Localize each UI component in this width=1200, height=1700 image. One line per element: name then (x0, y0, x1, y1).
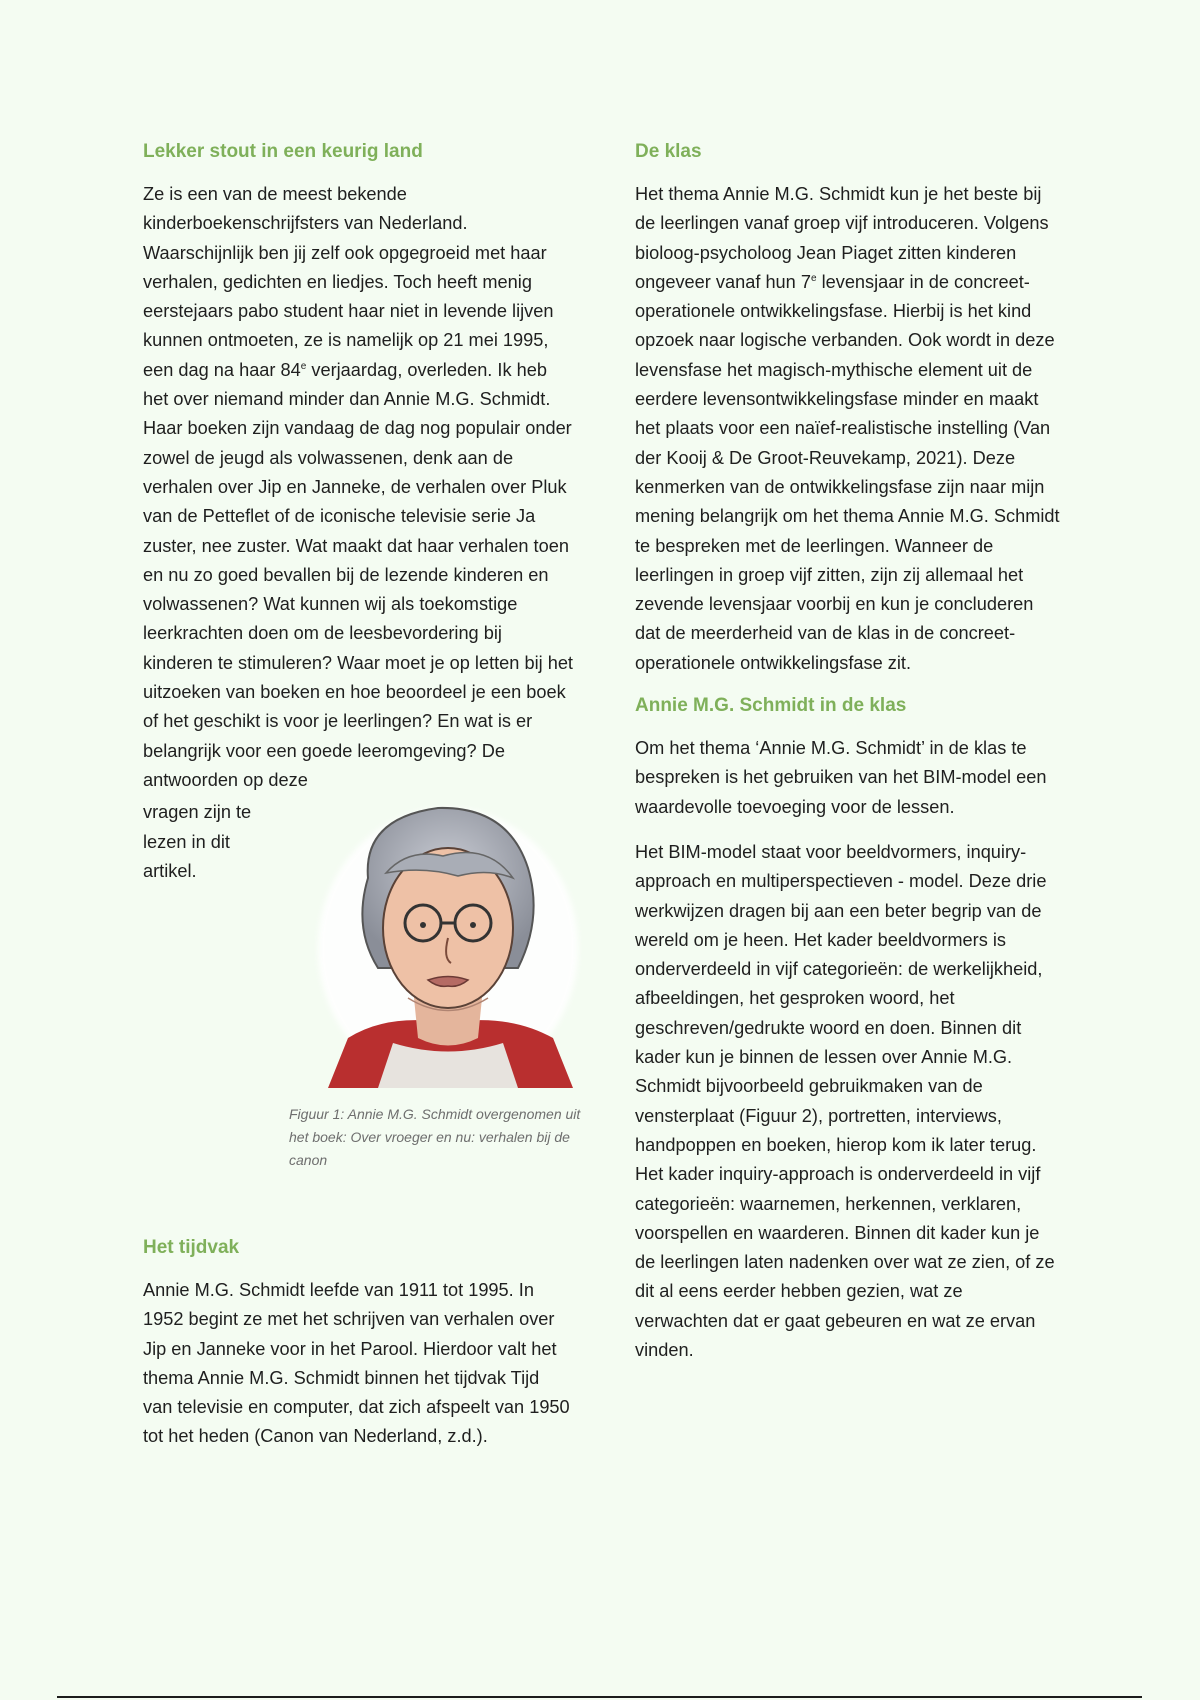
intro-text-cont: verjaardag, overleden. Ik heb het over niemand minder dan Annie M.G. Schmidt. Haar boeken zijn vandaag de dag nog populair onder zowel de jeugd als volwassenen, denk aan de verhalen over Jip en Janneke, de verhalen over Pluk van de Petteflet of de iconische televisie serie Ja zuster, nee zuster. Wat maakt dat haar verhalen toen en nu zo goed bevallen bij de lezende kinderen en volwassenen? Wat kunnen wij als toekomstige leerkrachten doen om de leesbevordering bij kinderen te stimuleren? Waar moet je op letten bij het uitzoeken van boeken en hoe beoordeel je een boek of het geschikt is voor je leerlingen? En wat is er belangrijk voor een goede leeromgeving? De antwoorden op deze (143, 359, 573, 790)
bim-model-paragraph: Het BIM-model staat voor beeldvormers, inquiry-approach en multiperspectieven - model. Deze drie werkwijzen dragen bij aan een beter begrip van de wereld om je heen. Het kader beeldvormers is onderverdeeld in vijf categorieën: de werkelijkheid, afbeeldingen, het gesproken woord, het geschreven/gedrukte woord en doen. Binnen dit kader kun je binnen de lessen over Annie M.G. Schmidt bijvoorbeeld gebruikmaken van de vensterplaat (Figuur 2), portretten, interviews, handpoppen en boeken, hierop kom ik later terug. (635, 841, 1047, 1155)
bottom-rule (57, 1696, 1142, 1698)
de-klas-text-cont: levensjaar in de concreet-operationele ontwikkelingsfase. Hierbij is het kind opzoek naar logische verbanden. Ook wordt in deze levensfase het magisch-mythische element uit de eerdere levensontwikkelingsfase minder en maakt het plaats voor een naïef-realistische instelling (Van der Kooij & De Groot-Reuvekamp, 2021). Deze kenmerken van de ontwikkelingsfase zijn naar mijn mening belangrijk om het thema Annie M.G. Schmidt te bespreken met de leerlingen. Wanneer de leerlingen in groep vijf zitten, zijn zij allemaal het zevende levensjaar voorbij en kun je concluderen dat de meerderheid van de klas in de concreet-operationele ontwikkelingsfase zit. (635, 271, 1060, 673)
de-klas-paragraph (635, 180, 1060, 678)
annie-schmidt-portrait-illustration (308, 798, 588, 1088)
figure-area (143, 798, 581, 1169)
section-heading-in-de-klas: Annie M.G. Schmidt in de klas (635, 695, 907, 717)
de-klas-text: Het thema Annie M.G. Schmidt kun je het beste bij de leerlingen vanaf groep vijf introduceren. Volgens bioloog-psycholoog Jean Piaget zitten kinderen ongeveer vanaf hun 7 (635, 184, 1049, 292)
section-tijdvak (143, 1236, 573, 1468)
intro-paragraph (143, 180, 573, 795)
intro-tail (143, 798, 263, 886)
superscript-e-right: e (810, 272, 817, 284)
section-heading-de-klas: De klas (635, 141, 702, 162)
figure-caption: Figuur 1: Annie M.G. Schmidt overgenomen uit het boek: Over vroeger en nu: verhalen bij de canon (289, 1106, 581, 1169)
section-heading-lekker-stout: Lekker stout in een keurig land (143, 141, 423, 162)
inquiry-approach-paragraph: Het kader inquiry-approach is onderverdeeld in vijf categorieën: waarnemen, herkennen, verklaren, voorspellen en waarderen. Binnen dit kader kun je de leerlingen laten nadenken over wat ze zien, of ze dit al eens eerder hebben gezien, wat ze verwachten dat er gaat gebeuren en wat ze ervan vinden. (635, 1164, 1055, 1360)
section-heading-tijdvak: Het tijdvak (143, 1237, 240, 1258)
left-column (143, 140, 581, 1447)
intro-tail-text: vragen zijn te lezen in dit artikel. (143, 802, 252, 881)
tijdvak-paragraph: Annie M.G. Schmidt leefde van 1911 tot 1995. In 1952 begint ze met het schrijven van verhalen over Jip en Janneke voor in het Parool. Hierdoor valt het thema Annie M.G. Schmidt binnen het tijdvak Tijd van televisie en computer, dat zich afspeelt van 1950 tot het heden (Canon van Nederland, z.d.). (143, 1280, 570, 1447)
superscript-e: e (300, 360, 307, 372)
right-column (635, 140, 1060, 1381)
intro-text: Ze is een van de meest bekende kinderboekenschrijfsters van Nederland. Waarschijnlijk ben jij zelf ook opgegroeid met haar verhalen, gedichten en liedjes. Toch heeft menig eerstejaars pabo student haar niet in levende lijven kunnen ontmoeten, ze is namelijk op 21 mei 1995, een dag na haar 84 (143, 184, 554, 380)
bim-intro-paragraph: Om het thema ‘Annie M.G. Schmidt’ in de klas te bespreken is het gebruiken van het BIM-model een waardevolle toevoeging voor de lessen. (635, 738, 1047, 817)
